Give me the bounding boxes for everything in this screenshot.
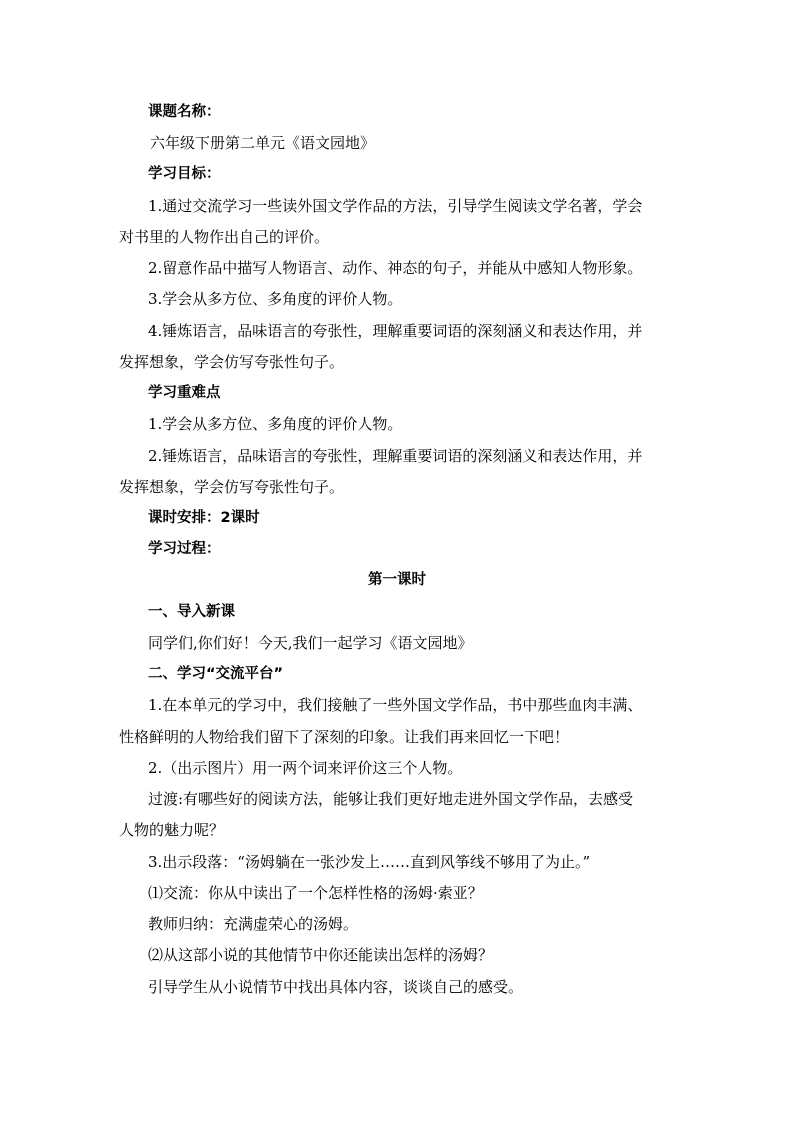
objective-line: 发挥想象，学会仿写夸张性句子。 (119, 353, 345, 371)
objective-line: 1.通过交流学习一些读外国文学作品的方法，引导学生阅读文学名著，学会 (148, 197, 643, 215)
section2-line: 3.出示段落：“汤姆躺在一张沙发上……直到风筝线不够用了为止。” (148, 853, 591, 871)
section2-line: ⑴交流：你从中读出了一个怎样性格的汤姆·索亚？ (148, 884, 483, 902)
schedule-heading: 课时安排：2课时 (148, 510, 260, 526)
key-point-line: 2.锤炼语言，品味语言的夸张性，理解重要词语的深刻涵义和表达作用，并 (148, 447, 643, 465)
objective-line: 4.锤炼语言，品味语言的夸张性，理解重要词语的深刻涵义和表达作用，并 (148, 322, 643, 340)
objectives-heading: 学习目标： (148, 166, 221, 182)
objective-line: 对书里的人物作出自己的评价。 (119, 228, 330, 246)
process-heading: 学习过程： (148, 541, 221, 557)
topic-text: 六年级下册第二单元《语文园地》 (150, 134, 376, 152)
section2-line: 性格鲜明的人物给我们留下了深刻的印象。让我们再来回忆一下吧！ (119, 728, 570, 746)
section1-text: 同学们,你们好！今天,我们一起学习《语文园地》 (148, 634, 473, 652)
objective-line: 2.留意作品中描写人物语言、动作、神态的句子，并能从中感知人物形象。 (148, 259, 643, 277)
section2-heading: 二、学习“交流平台” (148, 666, 284, 682)
section2-line: 过渡:有哪些好的阅读方法，能够让我们更好地走进外国文学作品，去感受 (148, 790, 634, 808)
topic-heading: 课题名称： (148, 104, 221, 120)
section2-line: 2.（出示图片）用一两个词来评价这三个人物。 (148, 759, 463, 777)
section2-line: 人物的魅力呢？ (119, 821, 225, 839)
key-point-line: 1.学会从多方位、多角度的评价人物。 (148, 415, 403, 433)
objective-line: 3.学会从多方位、多角度的评价人物。 (148, 290, 403, 308)
key-points-heading: 学习重难点 (148, 385, 221, 401)
section2-line: ⑵从这部小说的其他情节中你还能读出怎样的汤姆？ (148, 946, 494, 964)
section2-line: 1.在本单元的学习中，我们接触了一些外国文学作品，书中那些血肉丰满、 (148, 696, 643, 714)
section2-line: 引导学生从小说情节中找出具体内容，谈谈自己的感受。 (148, 978, 524, 996)
key-point-line: 发挥想象，学会仿写夸张性句子。 (119, 478, 345, 496)
lesson-title: 第一课时 (368, 572, 426, 588)
section1-heading: 一、导入新课 (148, 604, 235, 620)
section2-line: 教师归纳：充满虚荣心的汤姆。 (148, 915, 359, 933)
